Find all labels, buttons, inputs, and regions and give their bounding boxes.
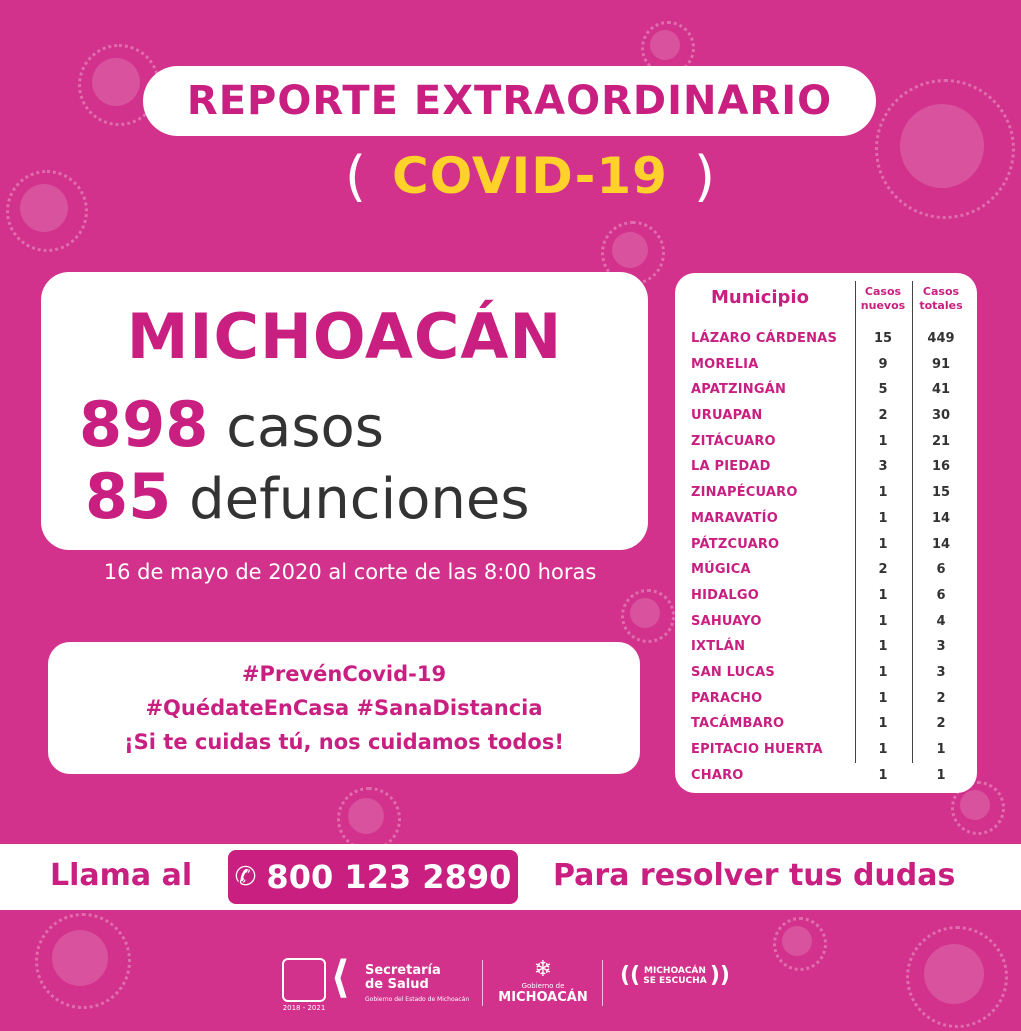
escucha-line2: SE ESCUCHA [643,976,707,986]
total-cases-cell: 1 [936,767,946,783]
total-cases-cell: 6 [936,562,946,578]
total-cases-cell: 30 [931,408,951,424]
header-municipio: Municipio [711,287,809,308]
hashtag-quedate: #QuédateEnCasa #SanaDistancia [145,696,543,720]
new-cases-cell: 1 [878,639,888,655]
hashtag-card [48,642,640,774]
new-cases-cell: 2 [878,408,888,424]
slogan: ¡Si te cuidas tú, nos cuidamos todos! [124,730,564,754]
call-label: Llama al [50,858,193,893]
municipality-name: MÚGICA [691,562,751,578]
municipality-name: HIDALGO [691,587,759,603]
header-new-cases [855,285,911,313]
total-cases-cell: 14 [931,536,951,552]
virus-decoration-icon [348,798,384,834]
secretaria-subtitle: Gobierno del Estado de Michoacán [365,996,470,1003]
sound-wave-icon: (( [620,963,641,988]
secretaria-line2: de Salud [365,977,429,992]
municipality-name: TACÁMBARO [691,716,785,732]
footer-divider [482,960,483,1006]
deaths-label: defunciones [189,467,530,532]
municipality-name: EPITACIO HUERTA [691,742,823,757]
new-cases-cell: 1 [878,510,888,526]
total-cases-cell: 3 [936,664,946,680]
table-row [675,687,977,713]
new-cases-cell: 9 [878,356,888,372]
municipality-name: APATZINGÁN [691,382,787,398]
virus-decoration-icon [900,104,984,188]
virus-decoration-icon [612,232,648,268]
new-cases-cell: 1 [878,433,888,449]
table-row [675,661,977,687]
table-row [675,610,977,636]
municipality-name: LA PIEDAD [691,459,771,475]
report-title: REPORTE EXTRAORDINARIO [143,66,876,136]
new-cases-cell: 3 [878,459,888,475]
new-cases-cell: 1 [878,742,888,757]
header-new-cases-line1: Casos [864,285,902,298]
phone-number: 800 123 2890 [266,858,512,896]
virus-decoration-icon [650,30,680,60]
table-row [675,533,977,559]
municipality-name: URUAPAN [691,408,763,424]
covid-subtitle [320,140,740,212]
total-cases-cell: 449 [927,331,955,346]
hashtag-preven: #PrevénCovid-19 [241,662,447,686]
gobierno-mark-icon: ❄ [533,957,553,982]
municipality-name: PARACHO [691,690,763,706]
municipality-name: CHARO [691,767,744,783]
new-cases-cell: 1 [878,664,888,680]
total-cases-cell: 1 [936,742,946,757]
table-row [675,712,977,738]
report-date: 16 de mayo de 2020 al corte de las 8:00 horas [103,560,597,584]
state-seal-icon [282,958,326,1012]
header-total-cases [913,285,969,313]
municipality-name: SAHUAYO [691,613,762,629]
deaths-stat [85,460,530,533]
secretaria-line1: Secretaría [365,963,441,978]
table-row [675,584,977,610]
deaths-value: 85 [85,460,172,533]
new-cases-cell: 2 [878,562,888,578]
gobierno-big: MICHOACÁN [498,990,588,1005]
table-row [675,738,977,764]
total-cases-cell: 15 [931,485,951,501]
table-row [675,481,977,507]
resolve-doubts-label: Para resolver tus dudas [553,858,956,893]
phone-band [0,844,1021,910]
escucha-line1: MICHOACÁN [644,966,706,976]
close-paren: ) [693,144,716,208]
new-cases-cell: 1 [878,587,888,603]
cases-label: casos [226,395,384,460]
table-row [675,404,977,430]
new-cases-cell: 15 [873,331,893,346]
header-total-cases-line1: Casos [922,285,960,298]
stats-card [41,272,648,550]
total-cases-cell: 14 [931,510,951,526]
phone-icon: ✆ [234,862,257,892]
table-row [675,327,977,353]
total-cases-cell: 6 [936,587,946,603]
municipality-name: ZITÁCUARO [691,433,776,449]
municipality-name: LÁZARO CÁRDENAS [691,331,838,346]
phone-number-box[interactable] [228,850,518,904]
total-cases-cell: 16 [931,459,951,475]
cases-stat [79,388,384,461]
open-paren: ( [344,144,367,208]
new-cases-cell: 5 [878,382,888,398]
total-cases-cell: 2 [936,716,946,732]
gobierno-small: Gobierno de [521,982,565,990]
total-cases-cell: 21 [931,433,951,449]
virus-decoration-icon [630,598,660,628]
municipality-name: MORELIA [691,356,759,372]
state-name: MICHOACÁN [126,300,563,373]
seal-years: 2018 - 2021 [282,1004,326,1012]
header-new-cases-line2: nuevos [860,299,906,312]
new-cases-cell: 1 [878,690,888,706]
municipality-name: IXTLÁN [691,639,746,655]
municipality-name: PÁTZCUARO [691,536,780,552]
gobierno-logo [498,958,588,1005]
total-cases-cell: 3 [936,639,946,655]
total-cases-cell: 41 [931,382,951,398]
table-row [675,455,977,481]
covid-label: COVID-19 [392,147,668,205]
new-cases-cell: 1 [878,716,888,732]
total-cases-cell: 4 [936,613,946,629]
new-cases-cell: 1 [878,485,888,501]
total-cases-cell: 2 [936,690,946,706]
header-total-cases-line2: totales [919,299,963,312]
sound-wave-icon: )) [709,963,730,988]
cases-value: 898 [79,388,209,461]
table-row [675,558,977,584]
table-row [675,507,977,533]
virus-decoration-icon [20,184,68,232]
michoacan-se-escucha-logo [620,963,730,988]
table-row [675,378,977,404]
footer-logos [0,930,1021,1030]
table-row [675,353,977,379]
municipality-name: MARAVATÍO [691,510,778,526]
table-row [675,635,977,661]
virus-decoration-icon [960,790,990,820]
new-cases-cell: 1 [878,536,888,552]
table-row [675,764,977,790]
secretaria-logo-icon: ⟨ [330,952,351,1003]
municipality-table [675,273,977,793]
total-cases-cell: 91 [931,356,951,372]
secretaria-salud [365,964,441,992]
new-cases-cell: 1 [878,767,888,783]
municipality-name: SAN LUCAS [691,664,775,680]
virus-decoration-icon [92,58,140,106]
table-row [675,430,977,456]
footer-divider [602,960,603,1006]
table-body [675,327,977,789]
new-cases-cell: 1 [878,613,888,629]
municipality-name: ZINAPÉCUARO [691,485,798,501]
